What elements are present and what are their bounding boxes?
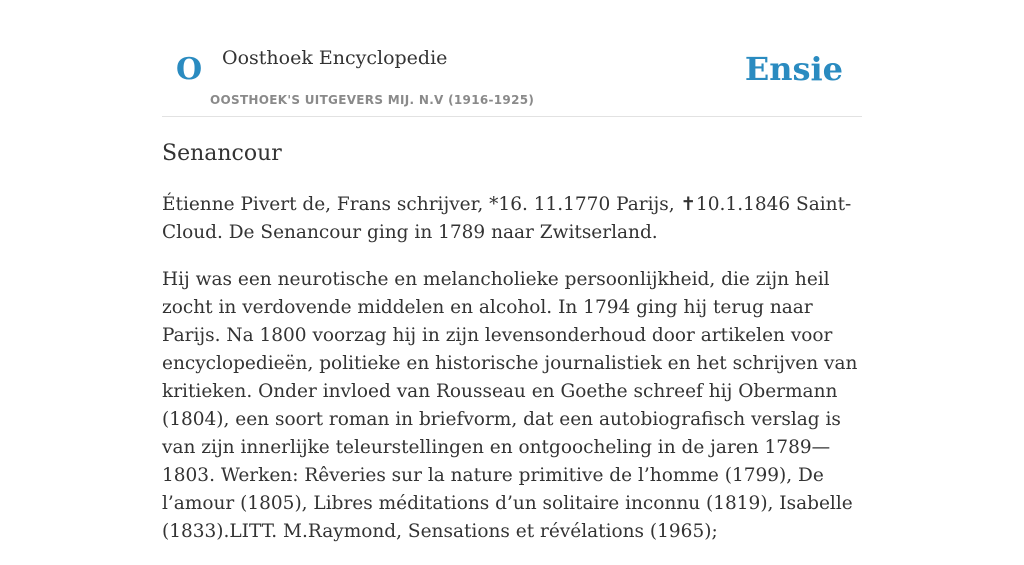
article-paragraph: Hij was een neurotische en melancholieke persoonlijkheid, die zijn heil zocht in verdovende middelen en alcohol. In 1794 ging hij terug naar Parijs. Na 1800 voorzag hij in zijn levensonderhoud door artikelen voor encyclopedieën, politieke en historische journalistiek en het schrijven van kritieken. Onder invloed van Rousseau en Goethe schreef hij Obermann (1804), een soort roman in briefvorm, dat een autobiografisch verslag is van zijn innerlijke teleurstellingen en ontgoocheling in de jaren 1789—1803. Werken: Rêveries sur la nature primitive de l’homme (1799), De l’amour (1805), Libres méditations d’un solitaire inconnu (1819), Isabelle (1833).LITT. M.Raymond, Sensations et révélations (1965); <box>162 269 858 542</box>
source-subtitle: OOSTHOEK'S UITGEVERS MIJ. N.V (1916-1925) <box>210 93 535 107</box>
article-paragraph: Étienne Pivert de, Frans schrijver, *16. 11.1770 Parijs, ✝10.1.1846 Saint-Cloud. De Senancour ging in 1789 naar Zwitserland. <box>162 194 852 243</box>
article-body <box>162 191 866 565</box>
article-headword: Senancour <box>162 141 282 166</box>
source-logo[interactable]: O <box>176 52 203 87</box>
source-title-link[interactable]: Oosthoek Encyclopedie <box>222 47 448 69</box>
source-header <box>162 36 862 117</box>
ensie-logo-link[interactable]: Ensie <box>744 50 843 88</box>
